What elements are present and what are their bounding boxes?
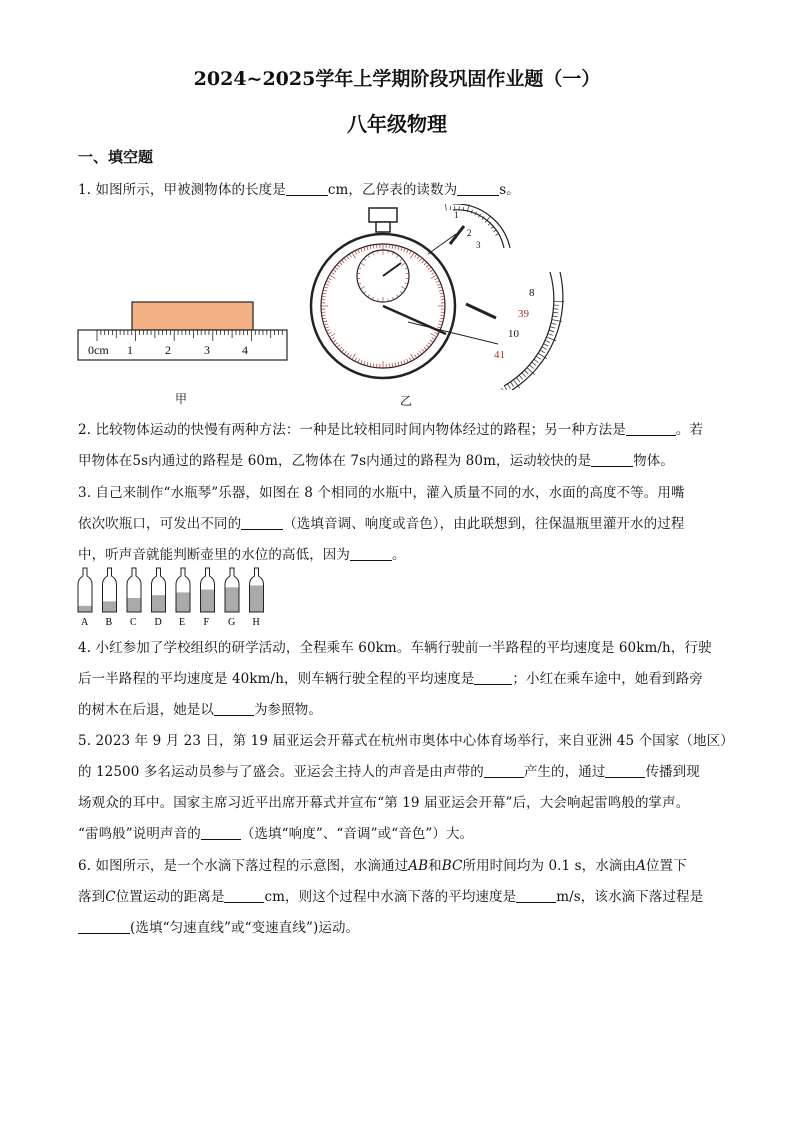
magnified-second-hand (466, 304, 496, 318)
magnified-tick (540, 350, 544, 353)
magnified-tick (550, 327, 555, 328)
bottle-water (225, 587, 239, 612)
water-bottle (152, 568, 166, 628)
magnified-tick (545, 341, 550, 343)
question-5-line-4: “雷鸣般”说明声音的 （选填“响度”、“音调”或“音色”）大。 (78, 826, 474, 842)
question-1-text: 1. 如图所示，甲被测物体的长度是 cm，乙停表的读数为 s。 (78, 182, 520, 198)
answer-blank[interactable] (224, 890, 264, 903)
magnified-tick (542, 347, 546, 349)
stopwatch-stem (376, 222, 390, 232)
bottle-water (250, 585, 264, 612)
answer-blank[interactable] (605, 765, 645, 778)
water-bottle (201, 568, 215, 628)
bottle-label: A (81, 617, 89, 628)
magnified-minute-hand (450, 226, 464, 244)
answer-blank[interactable] (591, 454, 633, 467)
magnified-tick (532, 362, 536, 365)
magnified-tick (519, 376, 522, 380)
water-bottle (103, 568, 117, 628)
magnified-label: 10 (508, 328, 519, 340)
question-3-line-1: 3. 自己来制作“水瓶琴”乐器，如图在 8 个相同的水瓶中，灌入质量不同的水，水面的高度不等。用嘴 (78, 485, 685, 501)
measured-object (132, 302, 253, 330)
magnified-tick (530, 365, 534, 368)
ruler-label: 2 (165, 343, 171, 357)
bottle-label: B (105, 617, 113, 628)
ruler-figure (76, 300, 290, 364)
bottle-water (152, 595, 166, 612)
stopwatch-crown (369, 208, 397, 222)
ruler-label: 3 (204, 343, 210, 357)
ruler-label: 4 (242, 343, 248, 357)
question-4-line-1: 4. 小红参加了学校组织的研学活动，全程乘车 60km。车辆行驶前一半路程的平均速度是 60km/h，行驶 (78, 640, 712, 656)
water-bottle (78, 568, 92, 628)
answer-blank[interactable] (457, 183, 499, 196)
magnified-tick (551, 323, 556, 324)
bottle-water (103, 601, 117, 612)
bottle-water (127, 598, 141, 612)
magnified-label: 3 (476, 240, 481, 250)
answer-blank[interactable] (286, 183, 328, 196)
magnified-tick (511, 382, 514, 386)
bottle-label: H (252, 617, 260, 628)
magnified-tick (525, 371, 529, 375)
answer-blank[interactable] (201, 827, 241, 840)
question-6-line-3: (选填“匀速直线”或“变速直线”)运动。 (78, 916, 728, 936)
bottle-water (176, 592, 190, 612)
answer-blank[interactable] (78, 921, 130, 934)
question-3-line-2: 依次吹瓶口，可发出不同的 （选填音调、响度或音色），由此联想到，往保温瓶里灌开水的过程 (78, 516, 685, 532)
bottle-label: F (203, 617, 210, 628)
water-bottles-figure (74, 566, 270, 628)
magnified-tick (553, 312, 558, 313)
figure-caption-yi: 乙 (400, 394, 413, 408)
exam-title: 2024~2025学年上学期阶段巩固作业题（一） (193, 68, 601, 90)
water-bottle (127, 568, 141, 628)
stopwatch-figure (308, 204, 578, 390)
bottle-water (201, 590, 215, 612)
exam-subtitle: 八年级物理 (347, 112, 447, 136)
ruler-label: 0cm (88, 343, 109, 357)
bottle-label: C (130, 617, 137, 628)
bottle-label: E (179, 617, 186, 628)
magnified-tick (544, 344, 548, 346)
magnified-tick (508, 384, 511, 388)
answer-blank[interactable] (626, 423, 676, 436)
question-4-line-3: 的树木在后退，她是以 为参照物。 (78, 702, 322, 718)
answer-blank[interactable] (214, 703, 254, 716)
question-6-line-2: 落到C位置运动的距离是 cm，则这个过程中水滴下落的平均速度是 m/s，该水滴下落过程是 (78, 889, 704, 905)
question-4-line-2: 后一半路程的平均速度是 40km/h，则车辆行驶全程的平均速度是 ；小红在乘车途中，她看到路旁 (78, 671, 703, 687)
magnified-tick (553, 316, 558, 317)
magnified-tick (505, 386, 508, 390)
water-bottle (225, 568, 239, 628)
question-5-line-3: 场观众的耳中。国家主席习近平出席开幕式并宣布“第 19 届亚运会开幕”后，大会响起雷鸣般的掌声。 (78, 795, 690, 811)
magnified-tick (522, 373, 525, 377)
bottle-outline (78, 568, 92, 612)
question-6-line-1: 6. 如图所示，是一个水滴下落过程的示意图，水滴通过AB和BC所用时间均为 0.1 s，水滴由A位置下 (78, 858, 687, 874)
answer-blank[interactable] (474, 672, 512, 685)
magnified-tick (534, 359, 538, 362)
bottle-label: G (228, 617, 236, 628)
answer-blank[interactable] (484, 765, 524, 778)
figure-caption-jia: 甲 (175, 392, 188, 406)
question-5-line-2: 的 12500 多名运动员参与了盛会。亚运会主持人的声音是由声带的 产生的，通过 传播到现 (78, 764, 700, 780)
question-2-line-2: 甲物体在5s内通过的路程是 60m，乙物体在 7s内通过的路程为 80m，运动较快的是 物体。 (78, 453, 674, 469)
water-bottle (176, 568, 190, 628)
magnified-tick (548, 334, 553, 336)
magnified-label: 8 (529, 287, 535, 299)
magnified-label: 41 (494, 349, 505, 361)
ruler-label: 1 (127, 343, 133, 357)
magnified-tick (495, 234, 499, 236)
question-3-line-3: 中，听声音就能判断壶里的水位的高低，因为 。 (78, 547, 406, 563)
water-bottle (250, 568, 264, 628)
bottle-water (78, 606, 92, 612)
answer-blank[interactable] (350, 548, 392, 561)
magnified-label: 2 (467, 228, 472, 238)
magnified-tick (445, 204, 446, 210)
question-5-line-1: 5. 2023 年 9 月 23 日，第 19 届亚运会开幕式在杭州市奥体中心体育场举行，来自亚洲 45 个国家（地区） (78, 733, 734, 749)
answer-blank[interactable] (516, 890, 556, 903)
section-heading: 一、填空题 (78, 148, 154, 166)
magnified-label: 39 (518, 308, 529, 320)
answer-blank[interactable] (241, 517, 283, 530)
magnified-label: 1 (454, 210, 459, 220)
bottle-label: D (154, 617, 162, 628)
question-2-line-1: 2. 比较物体运动的快慢有两种方法：一种是比较相同时间内物体经过的路程；另一种方法是 。若 (78, 422, 704, 438)
magnified-tick (549, 330, 554, 332)
magnified-tick (501, 388, 503, 390)
magnified-tick (517, 378, 520, 382)
magnified-tick (537, 357, 541, 360)
